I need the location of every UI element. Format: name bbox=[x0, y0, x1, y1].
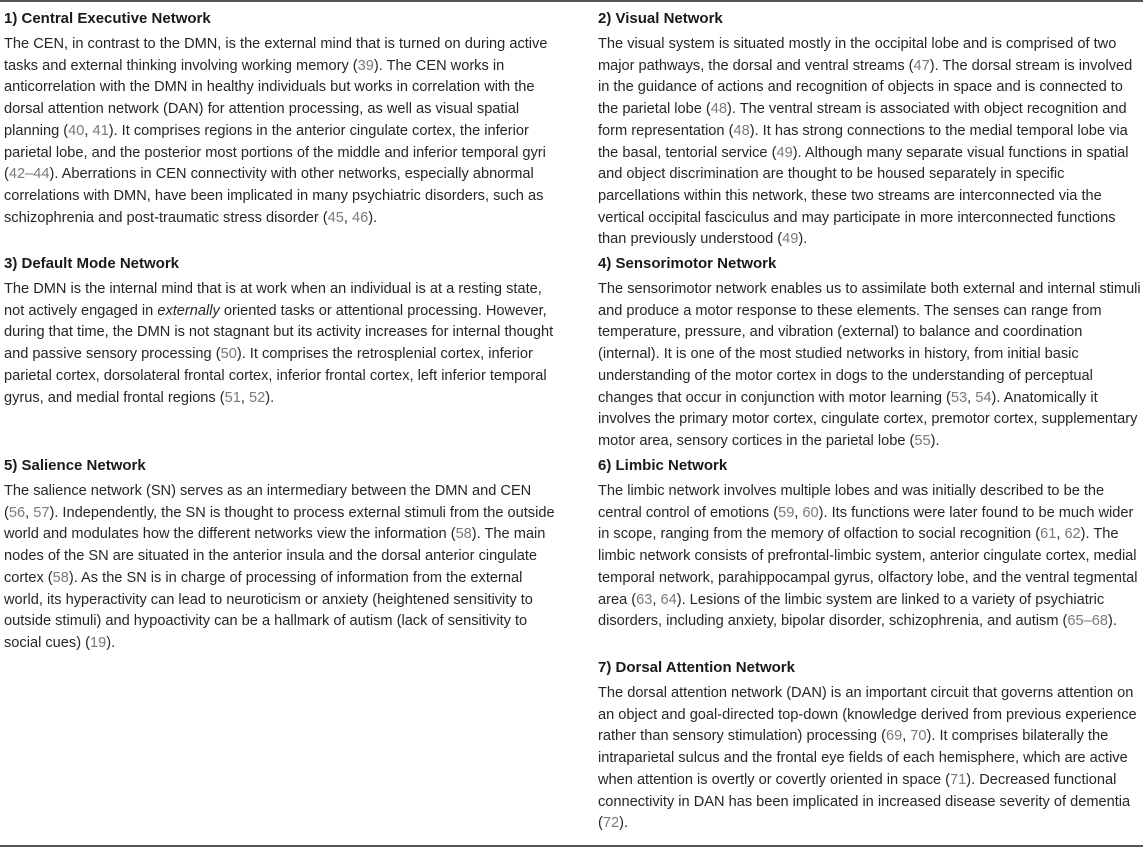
section-limbic-network bbox=[598, 457, 1143, 633]
citation-link[interactable]: 70 bbox=[910, 728, 927, 745]
citation-link[interactable]: 42–44 bbox=[8, 166, 50, 183]
citation-link[interactable]: 59 bbox=[778, 504, 795, 521]
citation-link[interactable]: 48 bbox=[710, 101, 728, 118]
section-body: The sensorimotor network enables us to assimilate both external and internal stimuli and produce a motor response to these elements. The senses can range from temperature, pressure, and vibration (external) to balance and coordination (internal). It is one of the most studied networks in history, from initial basic understanding of the motor cortex in dogs to the understanding of perceptual changes that occur in conjunction with motor learning (53, 54). Anatomically it involves the primary motor cortex, cingulate cortex, premotor cortex, supplementary motor area, sensory cortices in the parietal lobe (55). bbox=[598, 281, 1141, 449]
citation-link[interactable]: 58 bbox=[455, 526, 472, 543]
citation-link[interactable]: 49 bbox=[776, 144, 793, 161]
section-default-mode-network bbox=[4, 255, 559, 409]
section-heading: 7) Dorsal Attention Network bbox=[598, 659, 795, 676]
section-heading: 3) Default Mode Network bbox=[4, 255, 180, 272]
citation-link[interactable]: 51 bbox=[224, 389, 241, 406]
citation-link[interactable]: 61 bbox=[1040, 526, 1057, 543]
section-body: The limbic network involves multiple lobes and was initially described to be the central control of emotions (59, 60). Its functions were later found to be much wider in scope, ranging from the memory of olfaction to social recognition (61, 62). The limbic network consists of prefrontal-limbic system, anterior cingulate cortex, medial temporal network, parahippocampal gyrus, olfactory lobe, and the ventral tegmental area (63, 64). Lesions of the limbic system are linked to a variety of psychiatric disorders, including anxiety, bipolar disorder, schizophrenia, and autism (65–68). bbox=[598, 483, 1138, 630]
section-sensorimotor-network bbox=[598, 255, 1143, 453]
emphasized-text: externally bbox=[157, 302, 220, 319]
citation-link[interactable]: 56 bbox=[8, 504, 26, 521]
citation-link[interactable]: 45 bbox=[327, 209, 344, 226]
citation-link[interactable]: 58 bbox=[52, 569, 69, 586]
citation-link[interactable]: 47 bbox=[913, 57, 930, 74]
table-top-rule bbox=[0, 0, 1143, 2]
citation-link[interactable]: 50 bbox=[220, 346, 237, 363]
table-bottom-rule bbox=[0, 845, 1143, 847]
citation-link[interactable]: 64 bbox=[660, 591, 677, 608]
section-heading: 2) Visual Network bbox=[598, 10, 723, 27]
section-heading: 5) Salience Network bbox=[4, 457, 146, 474]
section-visual-network bbox=[598, 10, 1143, 251]
section-body: The CEN, in contrast to the DMN, is the external mind that is turned on during active tasks and external thinking involving working memory (39). The CEN works in anticorrelation with the DMN in healthy individuals but works in correlation with the dorsal attention network (DAN) for attention processing, as well as visual spatial planning (40, 41). It comprises regions in the anterior cingulate cortex, the inferior parietal lobe, and the posterior most portions of the middle and inferior temporal gyri (42–44). Aberrations in CEN connectivity with other networks, especially abnormal correlations with DMN, have been implicated in many psychiatric disorders, such as schizophrenia and post-traumatic stress disorder (45, 46). bbox=[4, 36, 548, 226]
citation-link[interactable]: 63 bbox=[636, 591, 653, 608]
citation-link[interactable]: 39 bbox=[357, 57, 374, 74]
citation-link[interactable]: 52 bbox=[248, 389, 266, 406]
citation-link[interactable]: 60 bbox=[802, 504, 819, 521]
section-dorsal-attention-network bbox=[598, 659, 1143, 835]
citation-link[interactable]: 49 bbox=[782, 231, 799, 248]
section-heading: 6) Limbic Network bbox=[598, 457, 728, 474]
citation-link[interactable]: 65–68 bbox=[1067, 613, 1109, 630]
citation-link[interactable]: 19 bbox=[89, 634, 107, 651]
citation-link[interactable]: 57 bbox=[33, 504, 50, 521]
citation-link[interactable]: 53 bbox=[950, 389, 968, 406]
citation-link[interactable]: 41 bbox=[92, 122, 109, 139]
citation-link[interactable]: 46 bbox=[351, 209, 369, 226]
section-heading: 4) Sensorimotor Network bbox=[598, 255, 777, 272]
section-heading: 1) Central Executive Network bbox=[4, 10, 211, 27]
citation-link[interactable]: 55 bbox=[914, 432, 931, 449]
citation-link[interactable]: 48 bbox=[733, 122, 750, 139]
section-body: The DMN is the internal mind that is at work when an individual is at a resting state, not actively engaged in externally oriented tasks or attentional processing. However, during that time, the DMN is not stagnant but its activity increases for internal thought and passive sensory processing (50). It comprises the retrosplenial cortex, inferior parietal cortex, dorsolateral frontal cortex, inferior frontal cortex, left inferior temporal gyrus, and medial frontal regions (51, 52). bbox=[4, 281, 554, 406]
section-body: The visual system is situated mostly in the occipital lobe and is comprised of two major pathways, the dorsal and ventral streams (47). The dorsal stream is involved in the guidance of actions and recognition of objects in space and is connected to the parietal lobe (48). The ventral stream is associated with object recognition and form representation (48). It has strong connections to the medial temporal lobe via the basal, tentorial service (49). Although many separate visual functions in spatial and object discrimination are thought to be housed separately in specific parcellations within this network, these two streams are interconnected via the vertical occipital fasciculus and may participate in more interconnected functions than previously understood (49). bbox=[598, 36, 1133, 248]
citation-link[interactable]: 40 bbox=[68, 122, 85, 139]
section-body: The dorsal attention network (DAN) is an important circuit that governs attention on an object and goal-directed top-down (knowledge derived from previous experience rather than sensory stimulation) processing (69, 70). It comprises bilaterally the intraparietal sulcus and the frontal eye fields of each hemisphere, which are active when attention is overtly or covertly oriented in space (71). Decreased functional connectivity in DAN has been implicated in increased disease severity of dementia (72). bbox=[598, 685, 1137, 832]
section-body: The salience network (SN) serves as an intermediary between the DMN and CEN (56, 57). Independently, the SN is thought to process external stimuli from the outside world and modulates how the different networks view the information (58). The main nodes of the SN are situated in the anterior insula and the dorsal anterior cingulate cortex (58). As the SN is in charge of processing of information from the external world, its hyperactivity can lead to neuroticism or anxiety (heightened sensitivity to outside stimuli) and hypoactivity can be a hallmark of autism (lack of sensitivity to social cues) (19). bbox=[4, 483, 555, 651]
section-central-executive-network bbox=[4, 10, 559, 229]
citation-link[interactable]: 71 bbox=[950, 771, 967, 788]
citation-link[interactable]: 54 bbox=[975, 389, 992, 406]
citation-link[interactable]: 69 bbox=[885, 728, 903, 745]
citation-link[interactable]: 62 bbox=[1064, 526, 1081, 543]
citation-link[interactable]: 72 bbox=[602, 815, 620, 832]
section-salience-network bbox=[4, 457, 559, 655]
